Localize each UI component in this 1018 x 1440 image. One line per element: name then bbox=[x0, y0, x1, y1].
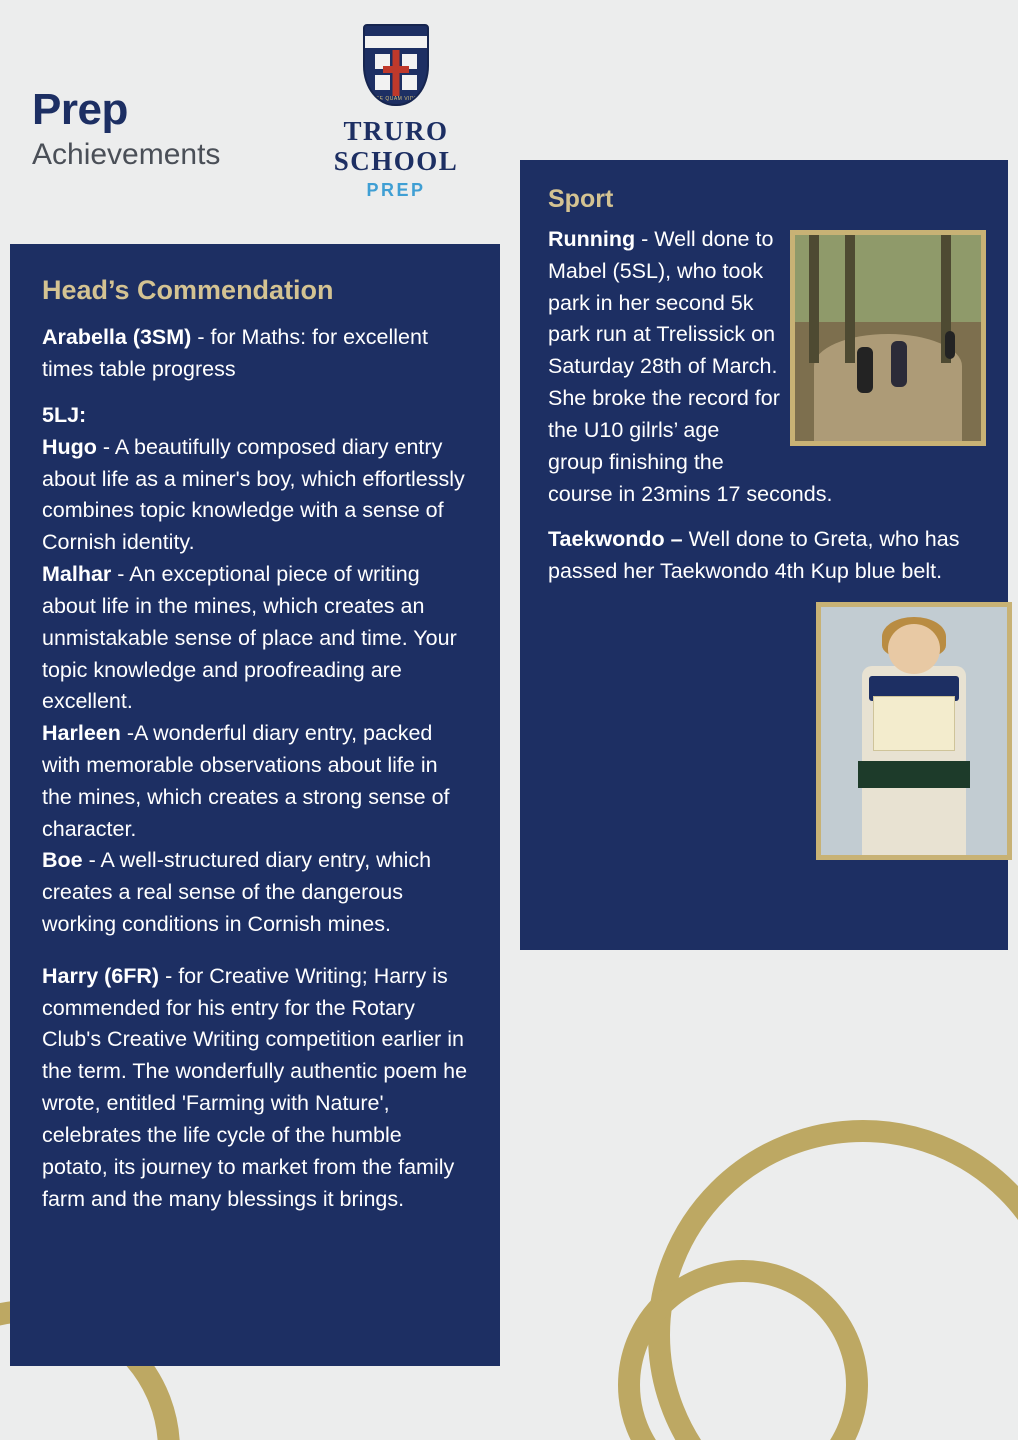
sport-heading: Sport bbox=[548, 185, 614, 213]
school-logo bbox=[320, 24, 472, 201]
commendation-entry bbox=[42, 432, 468, 559]
page-title: Prep bbox=[32, 85, 128, 134]
entry-text: -A wonderful diary entry, packed with memorable observations about life in the mines, which creates a strong sense of character. bbox=[42, 721, 450, 841]
decorative-arc-small bbox=[618, 1260, 868, 1440]
heads-commendation-panel bbox=[10, 244, 500, 1366]
decorative-arc-large bbox=[648, 1120, 1018, 1440]
commendation-entry bbox=[42, 559, 468, 718]
entry-name: 5LJ: bbox=[42, 403, 87, 428]
entry-text: - Well done to Mabel (5SL), who took park in her second 5k park run at Trelissick on Saturday 28th of March. She broke the record for the U10 gilrls’ age group finishing the course in 23mins 17 seconds. bbox=[548, 227, 833, 506]
commendation-entry bbox=[42, 718, 468, 845]
commendation-entry bbox=[42, 845, 468, 940]
logo-line-school: SCHOOL bbox=[333, 146, 459, 177]
entry-text: Well done to Greta, who has passed her Taekwondo 4th Kup blue belt. bbox=[548, 527, 960, 584]
entry-name: Taekwondo – bbox=[548, 527, 683, 552]
entry-text: - An exceptional piece of writing about life in the mines, which creates an unmistakable sense of place and time. Your topic knowledge and proofreading are excellent. bbox=[42, 562, 457, 714]
commendation-entry bbox=[42, 322, 468, 386]
page-subtitle: Achievements bbox=[32, 138, 221, 171]
commendation-group-label bbox=[42, 400, 468, 432]
entry-text: - A well-structured diary entry, which creates a real sense of the dangerous working conditions in Cornish mines. bbox=[42, 848, 432, 937]
paragraph-spacer bbox=[42, 941, 468, 961]
entry-name: Harry (6FR) bbox=[42, 963, 160, 988]
entry-name: Arabella (3SM) bbox=[42, 325, 192, 350]
entry-name: Harleen bbox=[42, 721, 121, 746]
crest-motto: ESSE QUAM VIDERI bbox=[368, 96, 424, 102]
entry-text: - A beautifully composed diary entry about life as a miner's boy, which effortlessly combines topic knowledge with a sense of Cornish identity. bbox=[42, 434, 465, 555]
header-title-block bbox=[32, 85, 221, 171]
logo-line-prep: PREP bbox=[366, 180, 426, 201]
logo-line-truro: TRURO bbox=[343, 116, 449, 146]
entry-name: Running bbox=[548, 227, 636, 251]
entry-name: Malhar bbox=[42, 562, 112, 587]
taekwondo-photo bbox=[816, 602, 1012, 860]
commendation-entry bbox=[42, 961, 468, 1216]
heads-commendation-heading: Head’s Commendation bbox=[42, 275, 334, 305]
entry-text: - for Creative Writing; Harry is commended for his entry for the Rotary Club's Creative Writing competition earlier in the term. The wonderfully authentic poem he wrote, entitled 'Farming with Nature', celebrates the life cycle of the humble potato, its journey to market from the family farm and the many blessings it brings. bbox=[42, 963, 468, 1211]
sport-entry-taekwondo bbox=[548, 524, 986, 588]
school-crest-icon bbox=[363, 24, 429, 106]
entry-name: Boe bbox=[42, 848, 83, 873]
entry-text: - for Maths: for excellent times table progress bbox=[42, 325, 428, 382]
running-photo bbox=[790, 230, 986, 446]
sport-panel bbox=[520, 160, 1008, 950]
entry-name: Hugo bbox=[42, 434, 97, 459]
